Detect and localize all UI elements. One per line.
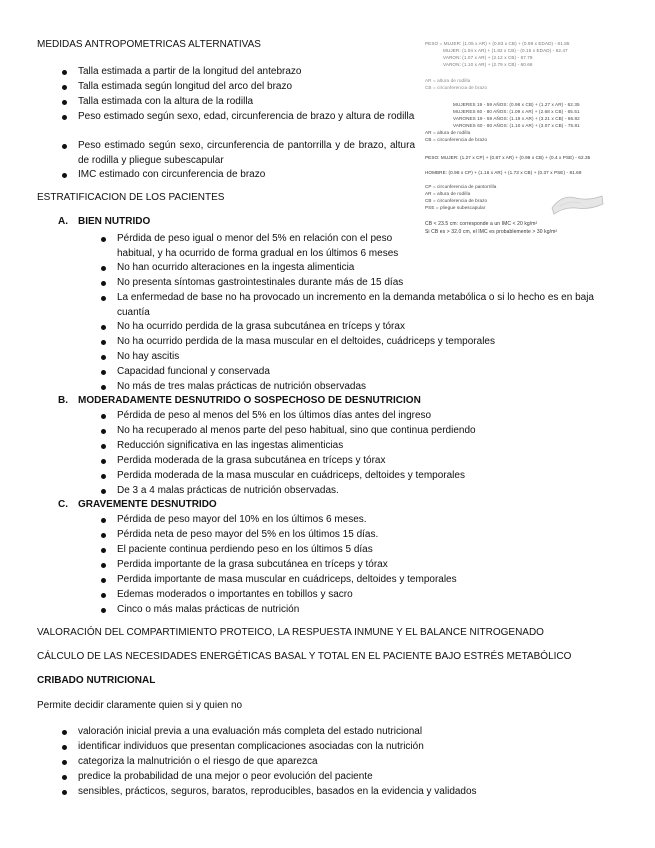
bullet-icon xyxy=(62,70,67,75)
list-item: Talla estimada con la altura de la rodilla xyxy=(78,96,254,107)
bullet-icon xyxy=(101,266,106,271)
group-heading-bien-nutrido: BIEN NUTRIDO xyxy=(78,216,151,227)
list-item: Pérdida neta de peso mayor del 5% en los últimos 15 días. xyxy=(117,529,379,540)
formula-note: Si CB es > 32.0 cm, el IMC es probablemente > 30 kg/m² xyxy=(425,229,558,235)
list-item: identificar individuos que presentan complicaciones asociadas con la nutrición xyxy=(78,741,424,752)
bullet-icon xyxy=(101,385,106,390)
bullet-icon xyxy=(101,281,106,286)
list-item: sensibles, prácticos, seguros, baratos, reproducibles, basados en la evidencia y validados xyxy=(78,786,477,797)
bullet-icon xyxy=(62,100,67,105)
bullet-icon xyxy=(62,760,67,765)
bullet-icon xyxy=(101,563,106,568)
bullet-icon xyxy=(62,775,67,780)
section-title-medidas: MEDIDAS ANTROPOMETRICAS ALTERNATIVAS xyxy=(37,39,261,50)
list-item: Edemas moderados o importantes en tobillos y sacro xyxy=(117,589,353,600)
cribado-intro: Permite decidir claramente quien si y quien no xyxy=(37,700,243,711)
list-item: categoriza la malnutrición o el riesgo de que aparezca xyxy=(78,756,318,767)
list-item: Pérdida de peso igual o menor del 5% en relación con el peso habitual, y ha ocurrido de forma gradual en los últimos 6 meses xyxy=(117,233,399,259)
list-item: valoración inicial previa a una evaluación más completa del estado nutricional xyxy=(78,726,423,737)
list-item: No ha ocurrido perdida de la masa muscular en el deltoides, cuádriceps y temporales xyxy=(117,336,495,347)
list-item: No han ocurrido alteraciones en la ingesta alimenticia xyxy=(117,262,355,273)
formula-image: PESO = MUJER: (1.05 x AR) + (0.83 x CB) + (0.99 x EDAD) - 81.85 MUJER: (1.04 x AR) + (1.82 x CB) - (0.15 x EDAD) - 52.47 VARON: (1.07 x AR) + (2.12 x CB) - 67.79 VARON: (1.10 x AR) + (2.79 x CB) - 60.66 AR = altura de rodilla CB = circunferencia de brazo MUJERES 19 - 59 AÑOS: (0.98 x CB) + (1.27 x AR) - 62.35 MUJERES 60 - 80 AÑOS: (1.09 x AR) + (2.68 x CB) - 65.51 VARONES 19 - 59 AÑOS: (1.19 x AR) + (3.21 x CB) - 86.82 VARONES 60 - 80 AÑOS: (1.10 x AR) + (3.07 x CB) - 75.81 AR = altura de rodilla CB = circunferencia de brazo PESO: MUJER: (1.27 x CP) + (0.87 x AR) + (0.98 x CB) + (0.4 x PSE) - 62.35 HOMBRE: (0.98 x CP) + (1.16 x AR) + (1.73 x CB) + (0.37 x PSE) - 81.69 CP = circunferencia de pantorrilla AR = altura de rodilla CB = circunferencia de brazo PSE = pliegue subescapular CB < 23.5 cm: corresponde a un IMC < 20 kg/m² Si CB es > 32.0 cm, el IMC es probablemente > 30 kg/m² xyxy=(425,38,605,238)
bullet-icon xyxy=(62,745,67,750)
bullet-icon xyxy=(62,85,67,90)
bullet-icon xyxy=(101,370,106,375)
bullet-icon xyxy=(101,518,106,523)
group-heading-moderadamente-desnutrido: MODERADAMENTE DESNUTRIDO O SOSPECHOSO DE DESNUTRICION xyxy=(78,395,421,406)
list-item: Capacidad funcional y conservada xyxy=(117,366,270,377)
bullet-icon xyxy=(101,608,106,613)
list-item: Cinco o más malas prácticas de nutrición xyxy=(117,604,300,615)
list-item: Talla estimada a partir de la longitud del antebrazo xyxy=(78,66,302,77)
list-item: Pérdida de peso mayor del 10% en los últimos 6 meses. xyxy=(117,514,367,525)
bullet-icon xyxy=(101,489,106,494)
list-item: Peso estimado según sexo, edad, circunferencia de brazo y altura de rodilla xyxy=(78,111,415,122)
formula-line: CP = circunferencia de pantorrilla xyxy=(425,184,497,189)
bullet-icon xyxy=(62,790,67,795)
list-item: predice la probabilidad de una mejor o peor evolución del paciente xyxy=(78,771,373,782)
list-item: Pérdida de peso al menos del 5% en los últimos días antes del ingreso xyxy=(117,410,432,421)
group-letter: C. xyxy=(58,499,68,510)
list-item: Perdida moderada de la masa muscular en cuádriceps, deltoides y temporales xyxy=(117,470,465,481)
list-item: El paciente continua perdiendo peso en los últimos 5 días xyxy=(117,544,373,555)
list-item: IMC estimado con circunferencia de brazo xyxy=(78,169,266,180)
heading-cribado: CRIBADO NUTRICIONAL xyxy=(37,675,156,686)
list-item: No ha recuperado al menos parte del peso habitual, sino que continua perdiendo xyxy=(117,425,476,436)
list-item: Perdida moderada de la grasa subcutánea en tríceps y tórax xyxy=(117,455,386,466)
list-item: No más de tres malas prácticas de nutrición observadas xyxy=(117,381,367,392)
bullet-icon xyxy=(62,173,67,178)
formula-line: HOMBRE: (0.98 x CP) + (1.16 x AR) + (1.73 x CB) + (0.37 x PSE) - 81.69 xyxy=(425,170,582,175)
list-item: No presenta síntomas gastrointestinales durante más de 15 días xyxy=(117,277,404,288)
bullet-icon xyxy=(62,730,67,735)
bullet-icon xyxy=(101,459,106,464)
list-item: Perdida importante de la grasa subcutánea en tríceps y tórax xyxy=(117,559,388,570)
bullet-icon xyxy=(101,444,106,449)
bullet-icon xyxy=(101,474,106,479)
bullet-icon xyxy=(101,429,106,434)
bullet-icon xyxy=(101,593,106,598)
bullet-icon xyxy=(62,115,67,120)
list-item: No hay ascitis xyxy=(117,351,180,362)
bullet-icon xyxy=(101,325,106,330)
formula-line: PESO: MUJER: (1.27 x CP) + (0.87 x AR) + (0.98 x CB) + (0.4 x PSE) - 62.35 xyxy=(425,155,591,160)
list-item: De 3 a 4 malas prácticas de nutrición observadas. xyxy=(117,485,339,496)
section-title-estratificacion: ESTRATIFICACION DE LOS PACIENTES xyxy=(37,192,225,203)
group-letter: A. xyxy=(58,216,68,227)
list-item: Talla estimada según longitud del arco del brazo xyxy=(78,81,293,92)
formula-line: AR = altura de rodilla xyxy=(425,191,471,196)
bullet-icon xyxy=(101,548,106,553)
list-item: Reducción significativa en las ingestas alimenticias xyxy=(117,440,344,451)
formula-note: CB < 23.5 cm: corresponde a un IMC < 20 kg/m² xyxy=(425,221,538,227)
formula-line: PSE = pliegue subescapular xyxy=(425,205,486,210)
bullet-icon xyxy=(101,237,106,242)
bullet-icon xyxy=(101,533,106,538)
list-item: La enfermedad de base no ha provocado un incremento en la demanda metabólica o si lo hecho es en baja cuantía xyxy=(117,292,594,318)
bullet-icon xyxy=(62,144,67,149)
formula-line: CB = circunferencia de brazo xyxy=(425,198,488,203)
bullet-icon xyxy=(101,340,106,345)
bullet-icon xyxy=(101,578,106,583)
heading-valoracion: VALORACIÓN DEL COMPARTIMIENTO PROTEICO, LA RESPUESTA INMUNE Y EL BALANCE NITROGENADO xyxy=(37,627,544,638)
arm-illustration-icon xyxy=(550,188,605,218)
list-item: Peso estimado según sexo, circunferencia de pantorrilla y de brazo, altura de rodilla y pliegue subescapular xyxy=(78,140,415,166)
heading-calculo: CÁLCULO DE LAS NECESIDADES ENERGÉTICAS BASAL Y TOTAL EN EL PACIENTE BAJO ESTRÉS METABÓLICO xyxy=(37,651,572,662)
list-item: No ha ocurrido perdida de la grasa subcutánea en tríceps y tórax xyxy=(117,321,405,332)
list-item: Perdida importante de masa muscular en cuádriceps, deltoides y temporales xyxy=(117,574,457,585)
bullet-icon xyxy=(101,355,106,360)
group-heading-gravemente-desnutrido: GRAVEMENTE DESNUTRIDO xyxy=(78,499,217,510)
bullet-icon xyxy=(101,414,106,419)
bullet-icon xyxy=(101,296,106,301)
group-letter: B. xyxy=(58,395,68,406)
